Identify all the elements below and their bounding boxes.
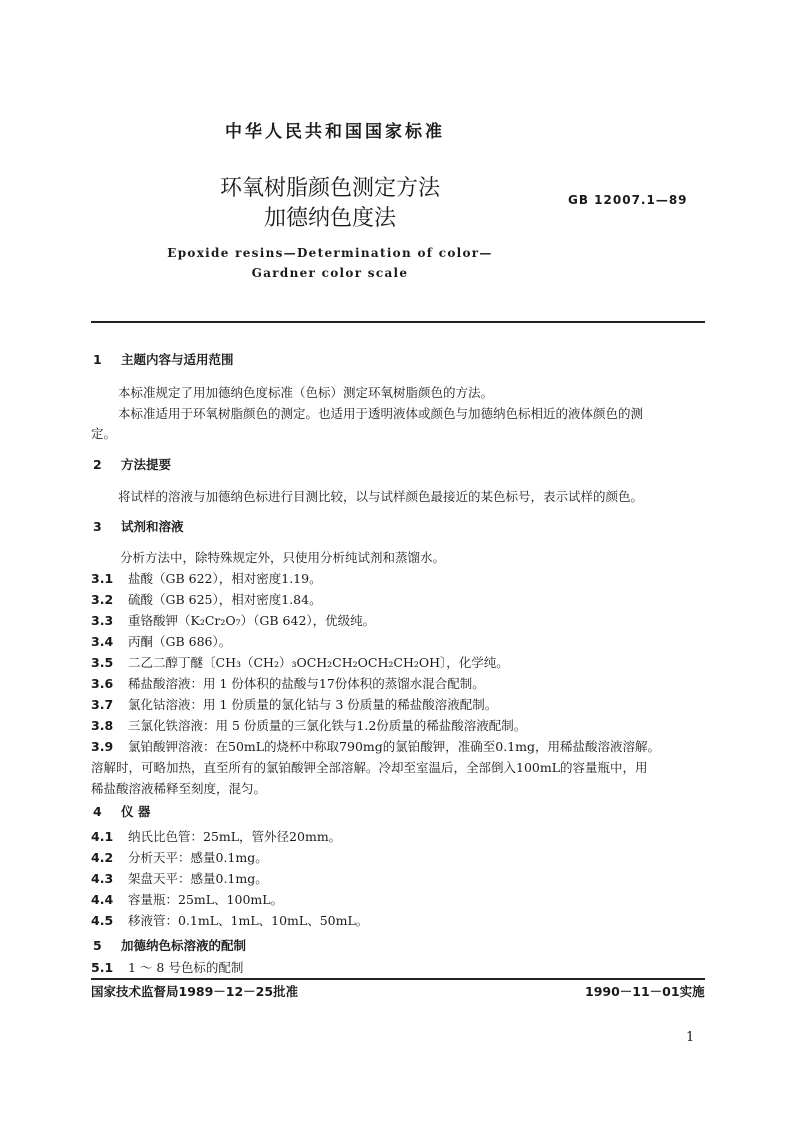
list-item	[91, 890, 283, 908]
item-number: 4.1	[91, 829, 114, 844]
item-3-9-line-2: 溶解时，可略加热，直至所有的氯铂酸钾全部溶解。冷却至室温后，全部倒入100mL的容量瓶中，用	[91, 760, 648, 775]
top-divider	[91, 321, 705, 323]
section-number: 2	[93, 457, 102, 472]
section-title: 仪 器	[121, 804, 151, 819]
item-text: 三氯化铁溶液：用 5 份质量的三氯化铁与1.2份质量的稀盐酸溶液配制。	[128, 718, 527, 733]
item-text: 分析天平：感量0.1mg。	[128, 850, 268, 865]
list-item	[91, 869, 268, 887]
section-1-para-2-line-2: 定。	[91, 426, 117, 441]
item-number: 3.6	[91, 676, 114, 691]
item-number: 4.4	[91, 892, 114, 907]
section-title: 主题内容与适用范围	[121, 352, 234, 367]
item-text: 移液管：0.1mL、1mL、10mL、50mL。	[128, 913, 369, 928]
list-item	[91, 674, 485, 692]
item-text: 纳氏比色管：25mL，管外径20mm。	[128, 829, 342, 844]
title-line-2: 加德纳色度法	[263, 206, 396, 231]
item-text: 二乙二醇丁醚〔CH₃（CH₂）₃OCH₂CH₂OCH₂CH₂OH〕，化学纯。	[128, 655, 509, 670]
section-5-heading	[93, 936, 246, 954]
english-title-line-1: Epoxide resins—Determination of color—	[167, 246, 493, 260]
section-3-heading	[93, 517, 184, 535]
approval-info: 国家技术监督局1989－12－25批准	[91, 984, 299, 999]
item-3-9-line-3: 稀盐酸溶液稀释至刻度，混匀。	[91, 781, 267, 796]
page-number: 1	[686, 1030, 695, 1045]
implementation-date: 1990－11－01实施	[585, 984, 705, 999]
item-number: 3.1	[91, 571, 114, 586]
english-title-line-2: Gardner color scale	[251, 266, 409, 280]
item-text: 盐酸（GB 622），相对密度1.19。	[128, 571, 322, 586]
list-item	[91, 958, 243, 976]
item-text: 稀盐酸溶液：用 1 份体积的盐酸与17份体积的蒸馏水混合配制。	[128, 676, 485, 691]
section-number: 4	[93, 804, 102, 819]
section-title: 方法提要	[121, 457, 172, 472]
section-2-para-1: 将试样的溶液与加德纳色标进行目测比较，以与试样颜色最接近的某色标号，表示试样的颜色。	[118, 489, 644, 504]
section-3-intro: 分析方法中，除特殊规定外，只使用分析纯试剂和蒸馏水。	[120, 550, 446, 565]
list-item	[91, 653, 509, 671]
section-number: 1	[93, 352, 102, 367]
item-number: 3.9	[91, 739, 114, 754]
item-text: 氯铂酸钾溶液：在50mL的烧杯中称取790mg的氯铂酸钾，准确至0.1mg，用稀盐酸溶液溶解。	[128, 739, 661, 754]
item-text: 1 ～ 8 号色标的配制	[128, 960, 244, 975]
list-item	[91, 569, 322, 587]
item-text: 架盘天平：感量0.1mg。	[128, 871, 268, 886]
item-number: 3.2	[91, 592, 114, 607]
section-1-heading	[93, 350, 234, 368]
item-number: 3.8	[91, 718, 114, 733]
item-number: 4.5	[91, 913, 114, 928]
item-text: 容量瓶：25mL、100mL。	[128, 892, 284, 907]
list-item	[91, 695, 497, 713]
item-text: 硫酸（GB 625），相对密度1.84。	[128, 592, 322, 607]
section-title: 试剂和溶液	[121, 519, 184, 534]
document-header: 中华人民共和国国家标准	[225, 122, 445, 142]
list-item	[91, 611, 375, 629]
item-text: 重铬酸钾（K₂Cr₂O₇）（GB 642），优级纯。	[128, 613, 376, 628]
section-2-heading	[93, 455, 171, 473]
section-1-para-1: 本标准规定了用加德纳色度标准（色标）测定环氧树脂颜色的方法。	[118, 385, 494, 400]
title-line-1: 环氧树脂颜色测定方法	[219, 176, 440, 201]
list-item	[91, 716, 526, 734]
list-item	[91, 911, 368, 929]
item-number: 4.2	[91, 850, 114, 865]
list-item	[91, 632, 231, 650]
section-number: 5	[93, 938, 102, 953]
footer-divider	[91, 978, 705, 980]
section-1-para-2-line-1: 本标准适用于环氧树脂颜色的测定。也适用于透明液体或颜色与加德纳色标相近的液体颜色的测	[118, 406, 644, 421]
item-text: 丙酮（GB 686）。	[128, 634, 232, 649]
item-number: 3.7	[91, 697, 114, 712]
item-number: 3.4	[91, 634, 114, 649]
item-number: 5.1	[91, 960, 114, 975]
item-number: 4.3	[91, 871, 114, 886]
section-number: 3	[93, 519, 102, 534]
list-item	[91, 827, 341, 845]
section-4-heading	[93, 802, 150, 820]
list-item	[91, 590, 322, 608]
standard-code: GB 12007.1—89	[568, 193, 688, 207]
list-item	[91, 737, 660, 755]
item-number: 3.5	[91, 655, 114, 670]
section-title: 加德纳色标溶液的配制	[121, 938, 247, 953]
item-text: 氯化钴溶液：用 1 份质量的氯化钴与 3 份质量的稀盐酸溶液配制。	[128, 697, 498, 712]
item-number: 3.3	[91, 613, 114, 628]
list-item	[91, 848, 268, 866]
